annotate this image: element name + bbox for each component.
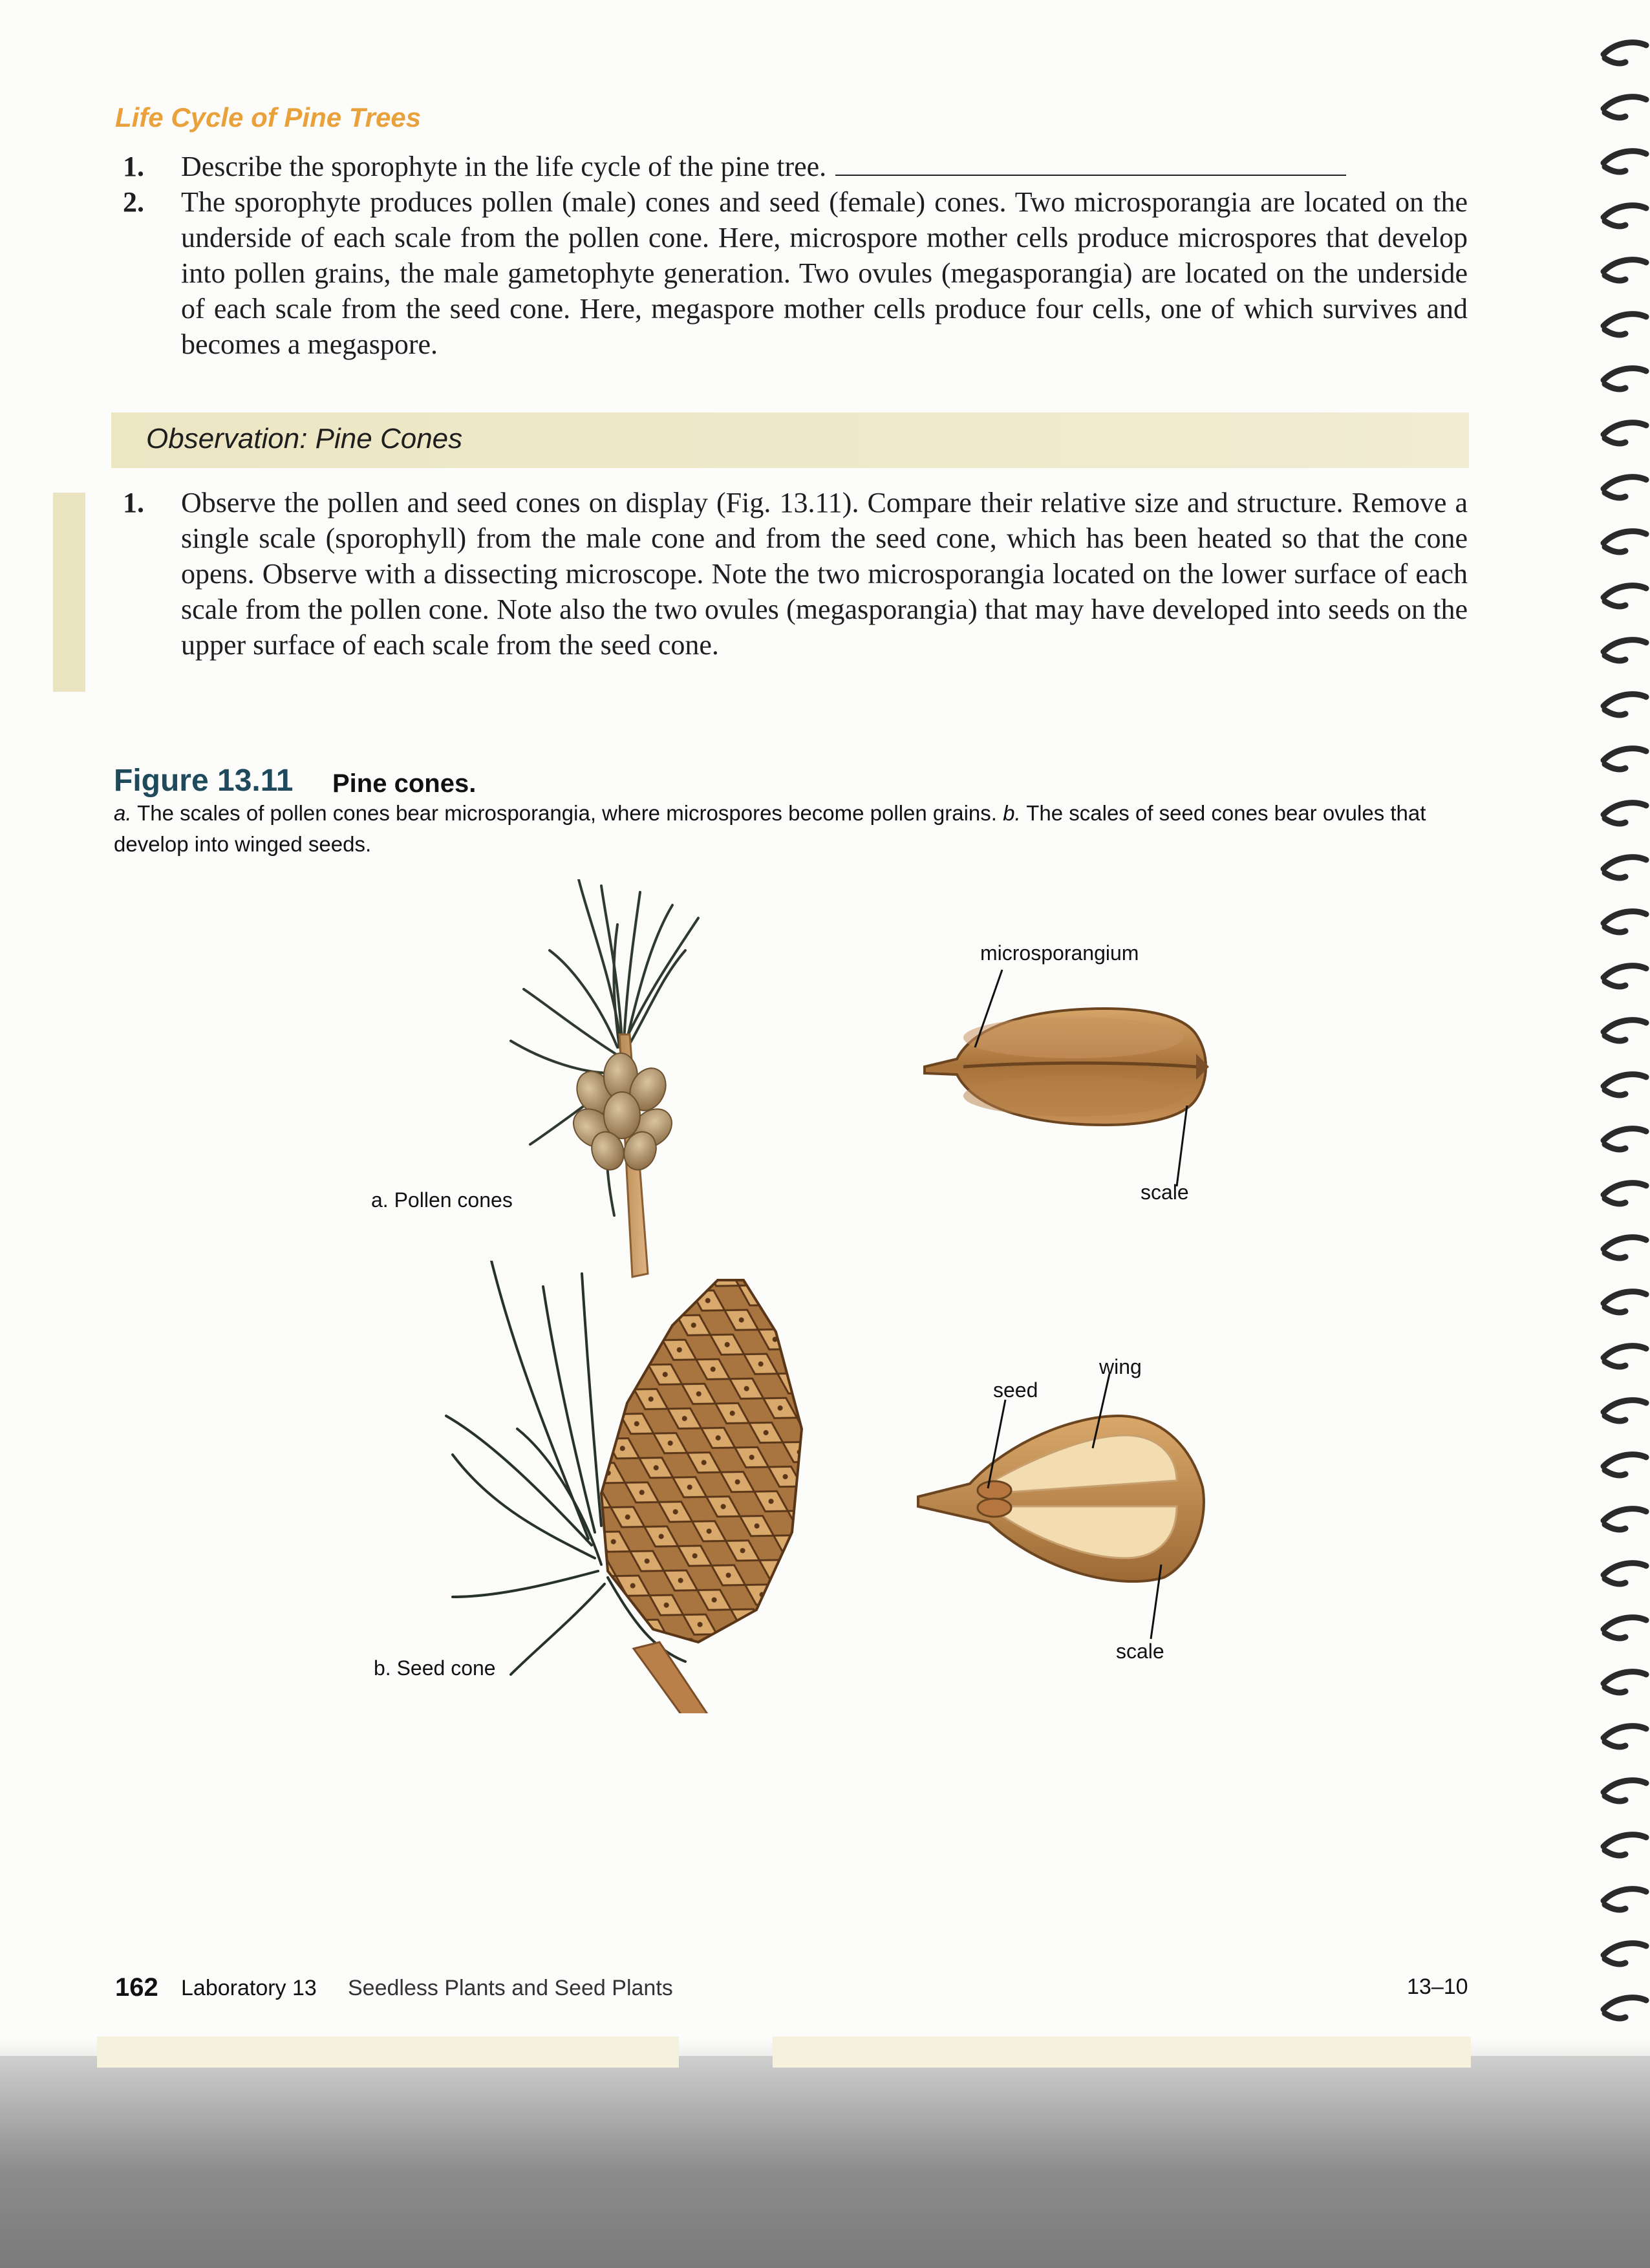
label-seed: seed <box>993 1378 1038 1402</box>
footer-lab: Laboratory 13 <box>181 1976 317 2000</box>
spiral-coil <box>1603 640 1646 661</box>
figure-title: Pine cones. <box>332 769 477 798</box>
seed-cone-illustration <box>440 1261 828 1713</box>
spiral-coil <box>1603 749 1646 769</box>
leader-microsporangium <box>975 970 1002 1047</box>
margin-marker-bar <box>53 493 85 692</box>
label-scale-top: scale <box>1141 1181 1189 1204</box>
spiral-coil <box>1603 1183 1646 1204</box>
question-text: The sporophyte produces pollen (male) cones and seed (female) cones. Two microsporangia are located on the underside of each scale from the pollen cone. Here, microspore mother cells produce microspores that develop into pollen grains, the male gametophyte generation. Two ovules (megasporangia) are located on the underside of each scale from the seed cone. Here, megaspore mother cells produce four cells, one of which survives and becomes a megaspore. <box>181 186 1468 360</box>
leader-wing <box>1093 1374 1109 1448</box>
figure-number: Figure 13.11 <box>114 764 294 798</box>
scanner-shadow <box>0 2056 1650 2268</box>
spiral-coil <box>1603 1889 1646 1910</box>
answer-line[interactable] <box>835 149 1346 176</box>
pollen-cones-illustration <box>478 879 724 1280</box>
caption-part-b: The scales of seed cones bear ovules that develop into winged seeds. <box>114 801 1426 856</box>
spiral-coil <box>1603 1781 1646 1801</box>
spiral-coil <box>1603 1509 1646 1530</box>
spiral-coil <box>1603 43 1646 63</box>
spiral-coil <box>1603 1346 1646 1367</box>
spiral-coil <box>1603 1943 1646 1964</box>
step-text: Observe the pollen and seed cones on display (Fig. 13.11). Compare their relative size and structure. Remove a single scale (sporophyll) from the male cone and from the seed cone, which has been heated so that the cone opens. Observe with a dissecting microscope. Note the two microsporangia located on the lower surface of each scale from the pollen cone. Note also the two ovules (megasporangia) that may have developed into seeds on the upper surface of each scale from the seed cone. <box>181 487 1468 661</box>
footer-page-number: 162 <box>115 1973 158 2002</box>
leader-seed <box>988 1400 1005 1488</box>
spiral-coil <box>1603 477 1646 498</box>
spiral-coil <box>1603 1129 1646 1150</box>
spiral-coil <box>1603 912 1646 932</box>
spiral-coil <box>1603 1998 1646 2018</box>
spiral-coil <box>1603 97 1646 118</box>
spiral-coil <box>1603 1618 1646 1638</box>
spiral-coil <box>1603 1075 1646 1095</box>
figure-caption <box>114 798 1468 860</box>
spiral-coil <box>1603 966 1646 987</box>
spiral-coil <box>1603 803 1646 824</box>
page-tab-left <box>97 2037 679 2068</box>
spiral-coil <box>1603 531 1646 552</box>
leader-lines <box>905 957 1228 1668</box>
label-pollen-cones: a. Pollen cones <box>371 1188 513 1212</box>
leader-scale-bottom <box>1151 1565 1161 1639</box>
caption-marker-a: a. <box>114 801 132 825</box>
spiral-coil <box>1603 369 1646 389</box>
spiral-coil <box>1603 314 1646 335</box>
spiral-coil <box>1603 1726 1646 1747</box>
spiral-coil <box>1603 1563 1646 1584</box>
footer-title: Seedless Plants and Seed Plants <box>348 1976 673 2000</box>
caption-part-a: The scales of pollen cones bear microsporangia, where microspores become pollen grains. <box>131 801 1003 825</box>
spiral-coil <box>1603 151 1646 172</box>
question-number: 1. <box>123 151 144 182</box>
label-seed-cone: b. Seed cone <box>374 1656 496 1680</box>
question-text: Describe the sporophyte in the life cycle of the pine tree. <box>181 151 827 182</box>
spiral-coil <box>1603 694 1646 715</box>
spiral-coil <box>1603 1835 1646 1856</box>
observation-title: Observation: Pine Cones <box>146 423 463 455</box>
spiral-coil <box>1603 1400 1646 1421</box>
caption-marker-b: b. <box>1003 801 1021 825</box>
spiral-coil <box>1603 260 1646 281</box>
spiral-coil <box>1603 206 1646 226</box>
spiral-coil <box>1603 1455 1646 1475</box>
question-number: 2. <box>123 186 144 218</box>
spiral-coil <box>1603 857 1646 878</box>
spiral-coil <box>1603 1292 1646 1312</box>
section-title: Life Cycle of Pine Trees <box>115 102 422 133</box>
step-number: 1. <box>123 487 144 519</box>
label-scale-bottom: scale <box>1116 1640 1164 1663</box>
footer-page-code: 13–10 <box>1407 1974 1468 1999</box>
spiral-coil <box>1603 1672 1646 1693</box>
spiral-coil <box>1603 1020 1646 1041</box>
label-wing: wing <box>1099 1355 1142 1378</box>
spiral-coil <box>1603 1237 1646 1258</box>
spiral-binding <box>1597 19 1650 2062</box>
page-tab-right <box>773 2037 1471 2068</box>
spiral-coil <box>1603 586 1646 606</box>
spiral-coil <box>1603 423 1646 444</box>
label-microsporangium: microsporangium <box>980 941 1139 965</box>
leader-scale-top <box>1177 1106 1187 1186</box>
